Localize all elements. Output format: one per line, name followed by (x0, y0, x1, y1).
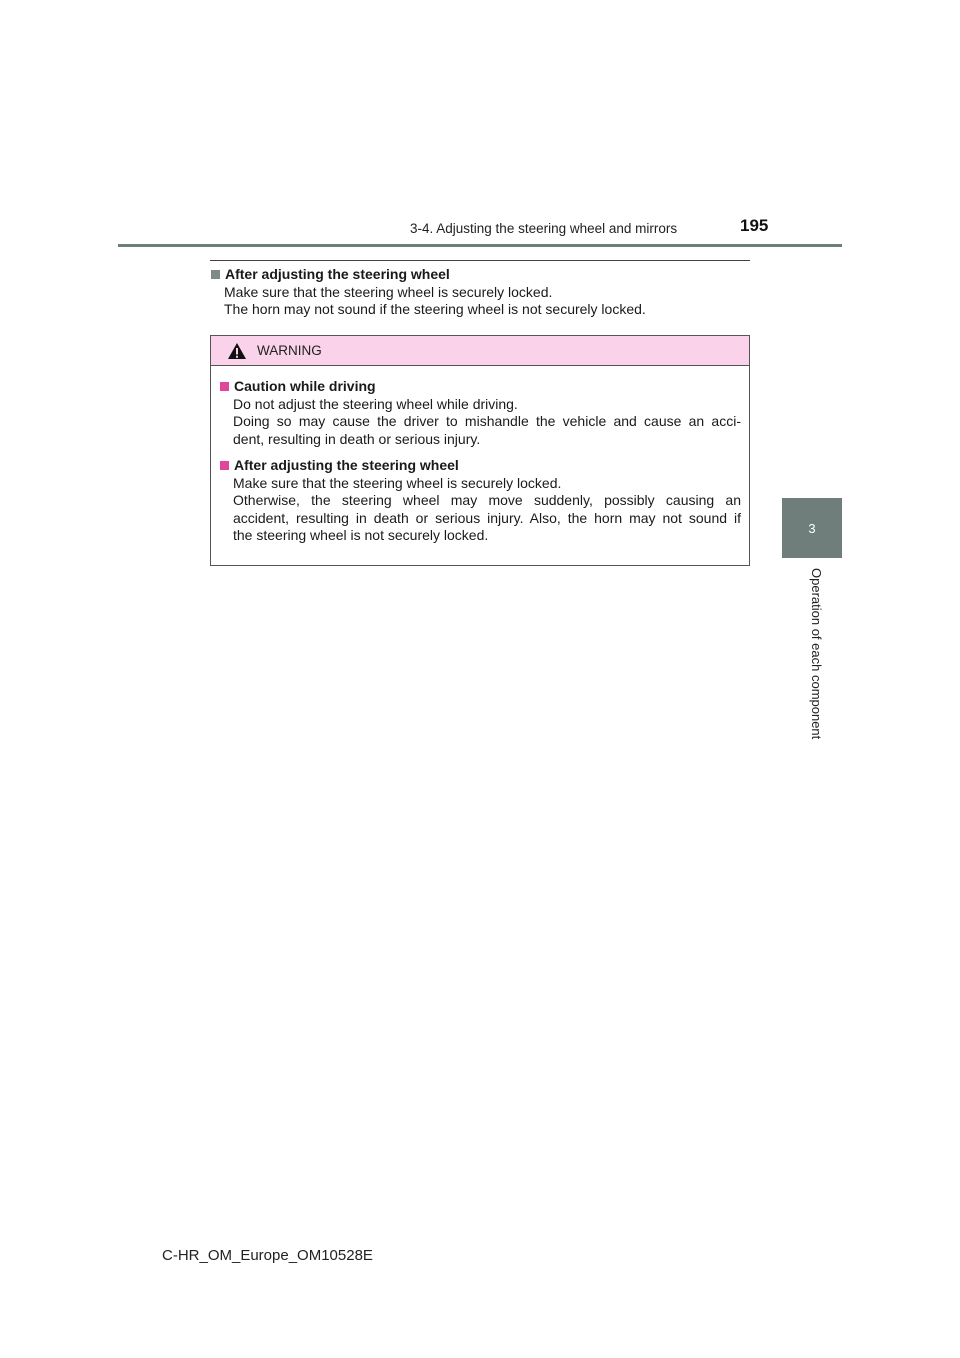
square-bullet-icon (211, 270, 220, 279)
warning-line: Make sure that the steering wheel is securely locked. (233, 474, 562, 491)
section-after-adjusting (210, 266, 750, 319)
section-line: The horn may not sound if the steering wheel is not securely locked. (224, 301, 646, 317)
warning-line: Doing so may cause the driver to mishandle the vehicle and cause an acci- (233, 413, 741, 429)
document-id: C-HR_OM_Europe_OM10528E (162, 1247, 373, 1264)
warning-item-heading (219, 457, 741, 475)
chapter-number: 3 (808, 520, 816, 536)
warning-item-heading (219, 378, 741, 396)
section-line: Make sure that the steering wheel is securely locked. (224, 283, 553, 300)
section-heading-text: After adjusting the steering wheel (225, 266, 450, 282)
warning-line: dent, resulting in death or serious injury. (233, 430, 481, 447)
section-rule (210, 260, 750, 261)
warning-triangle-icon (227, 342, 247, 360)
warning-label: WARNING (257, 343, 322, 358)
chapter-tab[interactable] (782, 498, 842, 558)
warning-body (211, 366, 749, 545)
warning-item-heading-text: After adjusting the steering wheel (234, 457, 459, 473)
warning-header (211, 336, 749, 366)
header-rule (118, 244, 842, 247)
warning-line: the steering wheel is not securely locked. (233, 527, 489, 543)
square-bullet-icon (220, 382, 229, 391)
warning-item-body (219, 475, 741, 545)
warning-item (219, 457, 741, 545)
warning-line: Do not adjust the steering wheel while driving. (233, 395, 518, 412)
warning-box (210, 335, 750, 566)
warning-item (219, 378, 741, 448)
warning-item-heading-text: Caution while driving (234, 378, 376, 394)
chapter-label: Operation of each component (809, 568, 824, 740)
section-body (210, 284, 750, 319)
running-header-title: 3-4. Adjusting the steering wheel and mirrors (410, 221, 678, 236)
page-number: 195 (740, 216, 769, 235)
warning-item-body (219, 396, 741, 449)
warning-line: accident, resulting in death or serious injury. Also, the horn may not sound if (233, 509, 741, 526)
warning-line: Otherwise, the steering wheel may move suddenly, possibly causing an (233, 492, 741, 508)
section-heading (210, 266, 750, 284)
square-bullet-icon (220, 461, 229, 470)
